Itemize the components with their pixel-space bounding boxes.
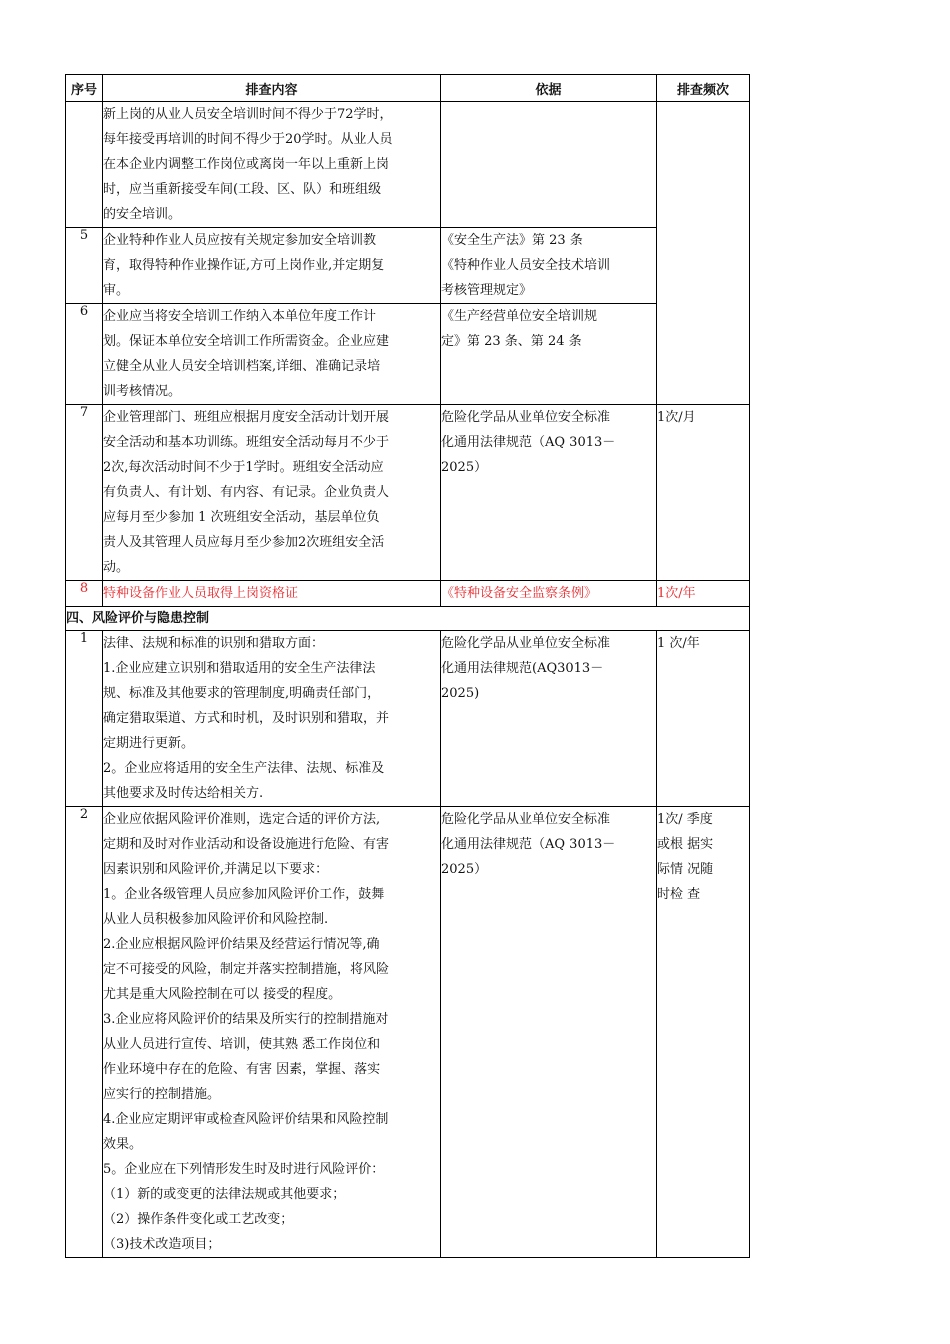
- row-no: 1: [66, 631, 103, 807]
- inspection-table: [65, 74, 750, 1258]
- section-title: 四、风险评价与隐患控制: [66, 607, 750, 631]
- table-row: [66, 807, 750, 1258]
- row-frequency: 1 次/年: [657, 631, 750, 807]
- row-frequency: 1次/年: [657, 581, 750, 607]
- row-no: 7: [66, 405, 103, 581]
- header-content: 排查内容: [103, 75, 441, 102]
- header-basis: 依据: [441, 75, 657, 102]
- row-frequency: [657, 102, 750, 405]
- row-basis: 危险化学品从业单位安全标准 化通用法律规范（AQ 3013－ 2025）: [441, 807, 657, 1258]
- row-frequency: 1次/ 季度 或根 据实 际情 况随 时检 查: [657, 807, 750, 1258]
- header-row: [66, 75, 750, 102]
- row-frequency: 1次/月: [657, 405, 750, 581]
- row-content: 新上岗的从业人员安全培训时间不得少于72学时， 每年接受再培训的时间不得少于20学时。从业人员 在本企业内调整工作岗位或离岗一年以上重新上岗 时，应当重新接受车间(工段、区、队）和班组级 的安全培训。: [103, 102, 441, 228]
- row-content: 特种设备作业人员取得上岗资格证: [103, 581, 441, 607]
- table-row: [66, 405, 750, 581]
- header-no: 序号: [66, 75, 103, 102]
- table-row: [66, 304, 750, 405]
- header-frequency: 排查频次: [657, 75, 750, 102]
- row-content: 企业管理部门、班组应根据月度安全活动计划开展 安全活动和基本功训练。班组安全活动每月不少于 2次,每次活动时间不少于1学时。班组安全活动应 有负责人、有计划、有内容、有记录。企业负责人 应每月至少参加 1 次班组安全活动，基层单位负 责人及其管理人员应每月至少参加2次班组安全活 动。: [103, 405, 441, 581]
- row-no: [66, 102, 103, 228]
- row-basis: 危险化学品从业单位安全标准 化通用法律规范(AQ3013－ 2025): [441, 631, 657, 807]
- row-basis: [441, 102, 657, 228]
- table-row: [66, 631, 750, 807]
- section-row: [66, 607, 750, 631]
- row-basis: 《特种设备安全监察条例》: [441, 581, 657, 607]
- row-content: 企业特种作业人员应按有关规定参加安全培训教 育，取得特种作业操作证,方可上岗作业,并定期复 审。: [103, 228, 441, 304]
- row-no: 5: [66, 228, 103, 304]
- row-content: 企业应当将安全培训工作纳入本单位年度工作计 划。保证本单位安全培训工作所需资金。企业应建 立健全从业人员安全培训档案,详细、准确记录培 训考核情况。: [103, 304, 441, 405]
- row-no: 6: [66, 304, 103, 405]
- row-no: 8: [66, 581, 103, 607]
- table-row-highlighted: [66, 581, 750, 607]
- table-row: [66, 228, 750, 304]
- row-content: 企业应依据风险评价准则，选定合适的评价方法, 定期和及时对作业活动和设备设施进行危险、有害 因素识别和风险评价,并满足以下要求： 1。企业各级管理人员应参加风险评价工作，鼓舞 从业人员积极参加风险评价和风险控制. 2.企业应根据风险评价结果及经营运行情况等,确 定不可接受的风险，制定并落实控制措施，将风险 尤其是重大风险控制在可以 接受的程度。 3.企业应将风险评价的结果及所实行的控制措施对 从业人员进行宣传、培训，使其熟 悉工作岗位和 作业环境中存在的危险、有害 因素，掌握、落实 应实行的控制措施。 4.企业应定期评审或检查风险评价结果和风险控制 效果。 5。企业应在下列情形发生时及时进行风险评价： （1）新的或变更的法律法规或其他要求； （2）操作条件变化或工艺改变； （3)技术改造项目；: [103, 807, 441, 1258]
- row-basis: 《安全生产法》第 23 条 《特种作业人员安全技术培训 考核管理规定》: [441, 228, 657, 304]
- row-no: 2: [66, 807, 103, 1258]
- row-basis: 《生产经营单位安全培训规 定》第 23 条、第 24 条: [441, 304, 657, 405]
- table-row: [66, 102, 750, 228]
- row-content: 法律、法规和标准的识别和猎取方面： 1.企业应建立识别和猎取适用的安全生产法律法 规、标准及其他要求的管理制度,明确责任部门， 确定猎取渠道、方式和时机，及时识别和猎取，并 定期进行更新。 2。企业应将适用的安全生产法律、法规、标准及 其他要求及时传达给相关方.: [103, 631, 441, 807]
- row-basis: 危险化学品从业单位安全标准 化通用法律规范（AQ 3013－ 2025）: [441, 405, 657, 581]
